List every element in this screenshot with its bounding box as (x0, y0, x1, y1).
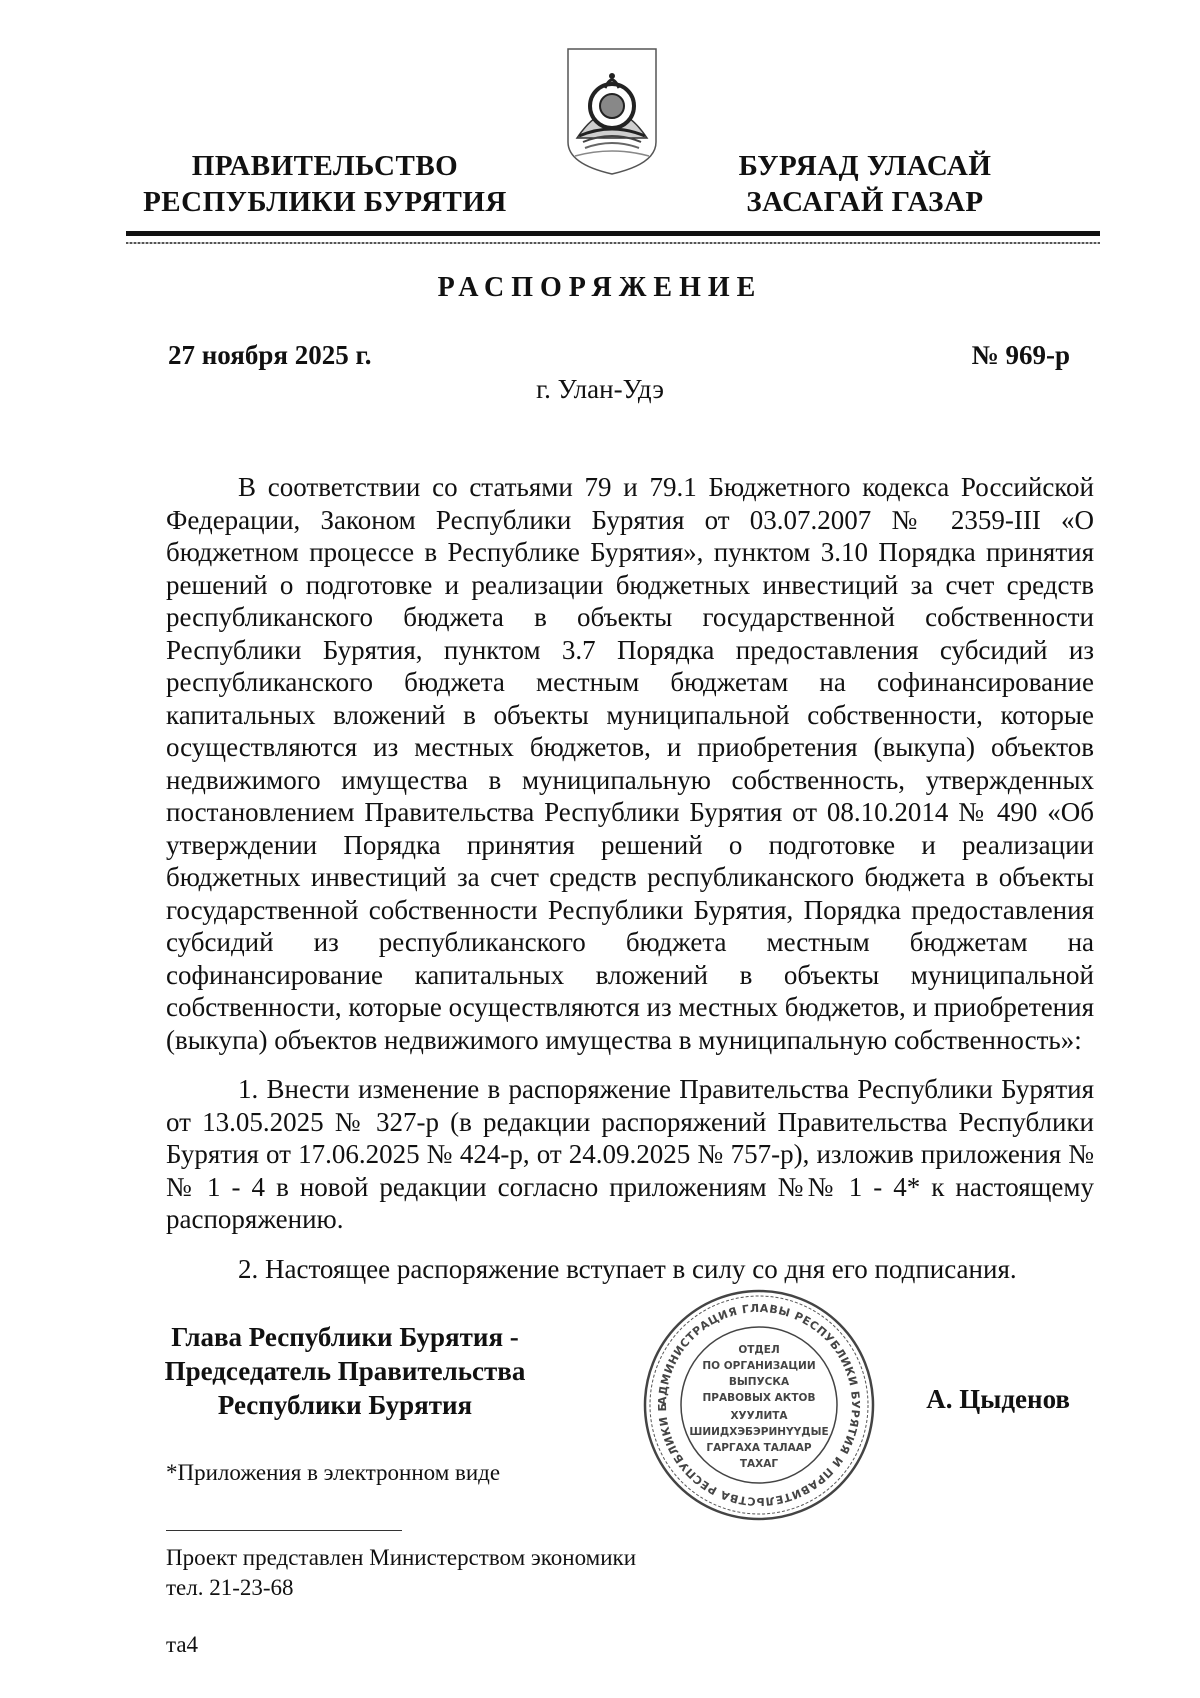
stamp-line-5: ХУУЛИТА (730, 1410, 788, 1422)
preamble-paragraph: В соответствии со статьями 79 и 79.1 Бюджетного кодекса Российской Федерации, Законом Республики Бурятия от 03.07.2007 № 2359-III «О бюджетном процессе в Республике Бурятия», пунктом 3.10 Порядка принятия решений о подготовке и реализации бюджетных инвестиций за счет средств республиканского бюджета в объекты государственной собственности Республики Бурятия, пунктом 3.7 Порядка предоставления субсидий из республиканского бюджета местным бюджетам на софинансирование капитальных вложений в объекты муниципальной собственности, которые осуществляются из местных бюджетов, и приобретения (выкупа) объектов недвижимого имущества в муниципальную собственность, утвержденных постановлением Правительства Республики Бурятия от 08.10.2014 № 490 «Об утверждении Порядка принятия решений о подготовке и реализации бюджетных инвестиций за счет средств республиканского бюджета в объекты государственной собственности Республики Бурятия, Порядка предоставления субсидий из республиканского бюджета местным бюджетам на софинансирование капитальных вложений в объекты муниципальной собственности, которые осуществляются из местных бюджетов, и приобретения (выкупа) объектов недвижимого имущества в муниципальную собственность»: (166, 472, 1094, 1055)
header-right-line2: ЗАСАГАЙ ГАЗАР (746, 186, 984, 218)
signatory-position (150, 1320, 540, 1422)
header-right-title (700, 148, 1030, 220)
document-type-title: РАСПОРЯЖЕНИЕ (437, 272, 763, 303)
signatory-name: А. Цыденов (926, 1384, 1070, 1414)
item-1-paragraph: 1. Внести изменение в распоряжение Правительства Республики Бурятия от 13.05.2025 № 327-р (в редакции распоряжений Правительства Республики Бурятия от 17.06.2025 № 424-р, от 24.09.2025 № 757-р), изложив приложения №№ 1 - 4 в новой редакции согласно приложениям №№ 1 - 4* к настоящему распоряжению. (166, 1074, 1094, 1234)
footer-prepared-by: Проект представлен Министерством экономики (166, 1545, 637, 1570)
stamp-line-7: ГАРГАХА ТАЛААР (706, 1442, 812, 1454)
item-2-paragraph: 2. Настоящее распоряжение вступает в силу со дня его подписания. (238, 1254, 1017, 1284)
document-number: № 969-р (971, 340, 1070, 370)
document-date: 27 ноября 2025 г. (168, 340, 372, 370)
stamp-line-4: ПРАВОВЫХ АКТОВ (702, 1392, 816, 1404)
stamp-line-2: ПО ОРГАНИЗАЦИИ (702, 1360, 816, 1372)
coat-of-arms-emblem (565, 46, 659, 176)
document-city: г. Улан-Удэ (536, 374, 664, 404)
stamp-ring-text: АДМИНИСТРАЦИЯ ГЛАВЫ РЕСПУБЛИКИ БУРЯТИЯ И ПРАВИТЕЛЬСТВА РЕСПУБЛИКИ Б (655, 1301, 863, 1509)
header-right-line1: БУРЯАД УЛАСАЙ (738, 150, 992, 182)
header-left-line1: ПРАВИТЕЛЬСТВО (191, 150, 459, 182)
stamp-line-3: ВЫПУСКА (728, 1376, 790, 1388)
footer-phone: тел. 21-23-68 (166, 1575, 294, 1600)
official-stamp (641, 1287, 877, 1523)
position-line1: Глава Республики Бурятия - (171, 1322, 519, 1352)
header-divider-thin (126, 242, 1100, 244)
position-line2: Председатель Правительства (164, 1356, 526, 1386)
footer-code: та4 (166, 1632, 199, 1657)
attachment-note: *Приложения в электронном виде (166, 1460, 501, 1485)
stamp-line-8: ТАХАГ (739, 1458, 779, 1470)
position-line3: Республики Бурятия (217, 1390, 473, 1420)
header-left-line2: РЕСПУБЛИКИ БУРЯТИЯ (143, 186, 507, 218)
footer-divider (166, 1530, 402, 1531)
header-divider-thick (126, 231, 1100, 236)
header-left-title (140, 148, 510, 220)
stamp-line-6: ШИИДХЭБЭРИНҮҮДЫЕ (689, 1426, 829, 1438)
stamp-line-1: ОТДЕЛ (738, 1344, 780, 1356)
